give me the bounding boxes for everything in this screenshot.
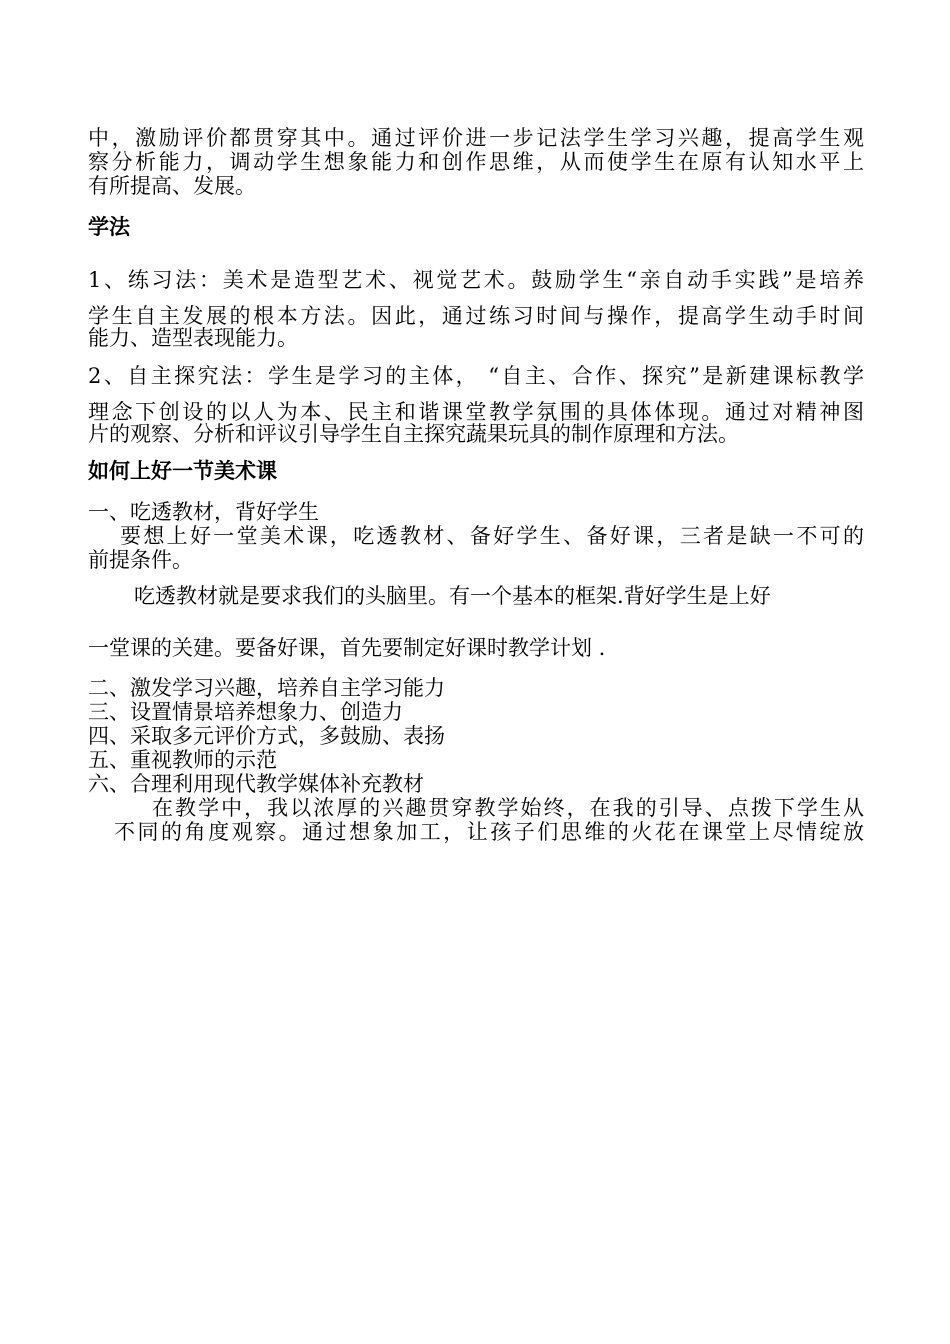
point-one-detail-1: 吃透教材就是要求我们的头脑里。有一个基本的框架.背好学生是上好 <box>134 584 771 608</box>
section-heading-study-methods: 学法 <box>88 215 130 239</box>
text-line: 中，激励评价都贯穿其中。通过评价进一步记法学生学习兴趣，提高学生观 <box>88 126 864 150</box>
text-line: 2、自主探究法：学生是学习的主体， “自主、合作、探究”是新建课标教学 <box>88 364 864 388</box>
point-one-body <box>88 524 864 572</box>
text-line: 在教学中，我以浓厚的兴趣贯穿教学始终，在我的引导、点拨下学生从 <box>152 796 864 820</box>
text-line: 能力、造型表现能力。 <box>88 326 298 350</box>
text-line: 不同的角度观察。通过想象加工，让孩子们思维的火花在课堂上尽情绽放 <box>114 820 864 844</box>
point-one-title: 一、吃透教材，背好学生 <box>88 500 319 524</box>
section-heading-good-art-lesson: 如何上好一节美术课 <box>88 459 277 483</box>
text-line: 理念下创设的以人为本、民主和谐课堂教学氛围的具体体现。通过对精神图 <box>88 400 864 424</box>
text-line: 前提条件。 <box>88 548 193 572</box>
list-item: 五、重视教师的示范 <box>88 748 277 772</box>
point-one-detail-2: 一堂课的关建。要备好课，首先要制定好课时教学计划 . <box>88 636 606 660</box>
text-line: 1、练习法：美术是造型艺术、视觉艺术。鼓励学生“亲自动手实践”是培养 <box>88 268 864 292</box>
text-line: 要想上好一堂美术课，吃透教材、备好学生、备好课，三者是缺一不可的 <box>120 524 864 548</box>
intro-paragraph <box>88 126 864 198</box>
list-item: 四、采取多元评价方式，多鼓励、表扬 <box>88 724 445 748</box>
practice-method-paragraph <box>88 262 864 348</box>
key-points-list <box>88 676 445 796</box>
text-line: 片的观察、分析和评议引导学生自主探究蔬果玩具的制作原理和方法。 <box>88 422 739 446</box>
list-item: 六、合理利用现代教学媒体补充教材 <box>88 772 424 796</box>
list-item: 二、激发学习兴趣，培养自主学习能力 <box>88 676 445 700</box>
text-line: 学生自主发展的根本方法。因此，通过练习时间与操作，提高学生动手时间 <box>88 304 864 328</box>
inquiry-method-paragraph <box>88 358 864 444</box>
text-line: 察分析能力，调动学生想象能力和创作思维，从而使学生在原有认知水平上 <box>88 150 864 174</box>
closing-paragraph <box>114 796 864 844</box>
list-item: 三、设置情景培养想象力、创造力 <box>88 700 403 724</box>
text-line: 有所提高、发展。 <box>88 174 256 198</box>
